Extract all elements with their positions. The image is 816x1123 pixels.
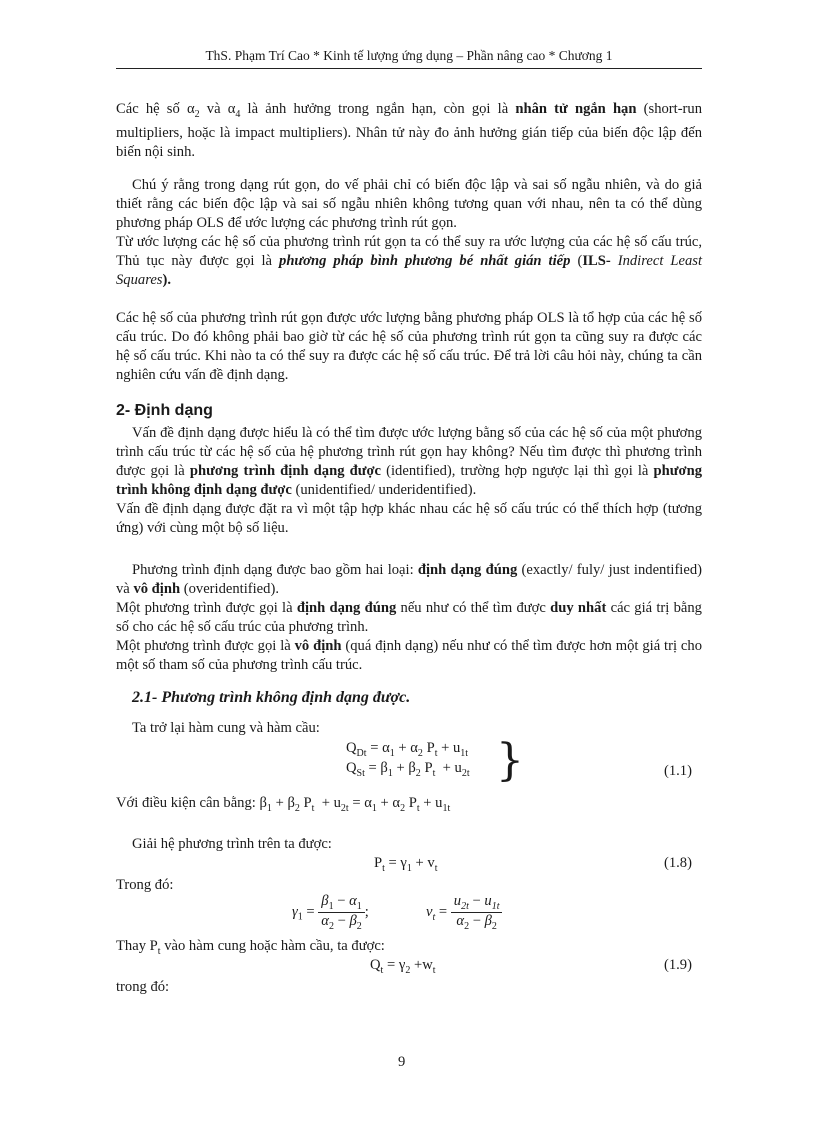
paragraph-identification-definition: Vấn đề định dạng được hiểu là có thể tìm được ước lượng bằng số của các hệ số của một phương trình cấu trúc từ các hệ số của hệ phương trình rút gọn hay không? Nếu tìm được thì phương trình được gọi là phương trình định dạng được (identified), trường hợp ngược lại thì gọi là phương trình không định dạng được (unidentified/ underidentified). bbox=[116, 425, 702, 498]
page-header: ThS. Phạm Trí Cao * Kinh tế lượng ứng dụng – Phần nâng cao * Chương 1 bbox=[205, 48, 613, 63]
equation-number-1-1: (1.1) bbox=[664, 763, 692, 779]
equilibrium-condition: Với điều kiện cân bằng: $\beta_1 + \beta_2$ $P_t + u_{2t} = \alpha_1 + \alpha_2$ $P_t + u_{1t}$ bbox=[116, 795, 451, 814]
paragraph-solve-system: Giải hệ phương trình trên ta được: bbox=[132, 836, 332, 852]
subsection-heading-unidentified: 2.1- Phương trình không định dạng được. bbox=[132, 689, 411, 706]
paragraph-short-run-multipliers: Các hệ số $\alpha_2$ và $\alpha_4$ là ảnh hưởng trong ngắn hạn, còn gọi là nhân tử ngắn hạn (short-run multipliers, hoặc là impact multipliers). Nhân tử này đo ảnh hưởng gián tiếp của biến độc lập đến biến nội sinh. bbox=[116, 101, 703, 160]
paragraph-exactly-identified: Một phương trình được gọi là định dạng đúng nếu như có thể tìm được duy nhất các giá trị bằng số cho các hệ số cấu trúc của phương trình. bbox=[116, 600, 702, 635]
header-rule bbox=[116, 68, 702, 69]
label-where: Trong đó: bbox=[116, 877, 174, 893]
equation-gamma1: $\gamma_1$ = $\frac{\beta_1 - \alpha_1}{\alpha_2 - \beta_2}$ ; bbox=[292, 893, 369, 932]
paragraph-structural-coefficients: Các hệ số của phương trình rút gọn được ước lượng bằng phương pháp OLS là tổ hợp của các hệ số cấu trúc. Do đó không phải bao giờ từ các hệ số của phương trình rút gọn ta cũng suy ra được các hệ số cấu trúc. Khi nào ta có thể suy ra được các hệ số cấu trúc. Để trả lời câu hỏi này, chúng ta cần nghiên cứu vấn đề định dạng. bbox=[116, 310, 702, 383]
equation-price: $P_t = \gamma_1 + v_t$ bbox=[374, 855, 438, 874]
paragraph-substitute-pt: Thay $P_t$ vào hàm cung hoặc hàm cầu, ta được: bbox=[116, 938, 385, 957]
paragraph-identified-types: Phương trình định dạng được bao gồm hai loại: định dạng đúng (exactly/ fuly/ just indentified) và vô định (overidentified). bbox=[116, 562, 702, 597]
equation-vt: $v_t$ = $\frac{u_{2t} - u_{1t}}{\alpha_2 - \beta_2}$ bbox=[426, 893, 502, 932]
equation-number-1-9: (1.9) bbox=[664, 957, 692, 973]
page-number: 9 bbox=[398, 1054, 406, 1070]
paragraph-reduced-form-ols: Chú ý rằng trong dạng rút gọn, do vế phải chỉ có biến độc lập và sai số ngẫu nhiên, và do giả thiết rằng các biến độc lập và sai số ngẫu nhiên không tương quan với nhau, nên ta có thể dùng phương pháp OLS để ước lượng các phương trình rút gọn. bbox=[116, 177, 702, 231]
section-heading-identification: 2- Định dạng bbox=[116, 402, 213, 419]
label-where-lowercase: trong đó: bbox=[116, 979, 170, 995]
paragraph-identification-reason: Vấn đề định dạng được đặt ra vì một tập hợp khác nhau các hệ số cấu trúc có thể thích hợp (tương ứng) với cùng một bộ số liệu. bbox=[116, 501, 702, 536]
equation-quantity: $Q_t = \gamma_2 +w_t$ bbox=[370, 957, 436, 976]
equation-supply: $Q_{St} = \beta_1 + \beta_2$ $P_t + u_{2t}$ bbox=[346, 760, 470, 779]
paragraph-overidentified: Một phương trình được gọi là vô định (quá định dạng) nếu như có thể tìm được hơn một giá trị cho một số tham số của phương trình cấu trúc. bbox=[116, 638, 702, 673]
paragraph-supply-demand: Ta trở lại hàm cung và hàm cầu: bbox=[132, 720, 320, 736]
paragraph-ils: Từ ước lượng các hệ số của phương trình rút gọn ta có thể suy ra ước lượng của các hệ số cấu trúc, Thủ tục này được gọi là phương pháp bình phương bé nhất gián tiếp (ILS- Indirect Least Squares). bbox=[116, 234, 703, 288]
right-brace: } bbox=[496, 735, 524, 786]
equation-number-1-8: (1.8) bbox=[664, 855, 692, 871]
equation-demand: $Q_{Dt} = \alpha_1 + \alpha_2$ $P_t + u_{1t}$ bbox=[346, 740, 469, 759]
